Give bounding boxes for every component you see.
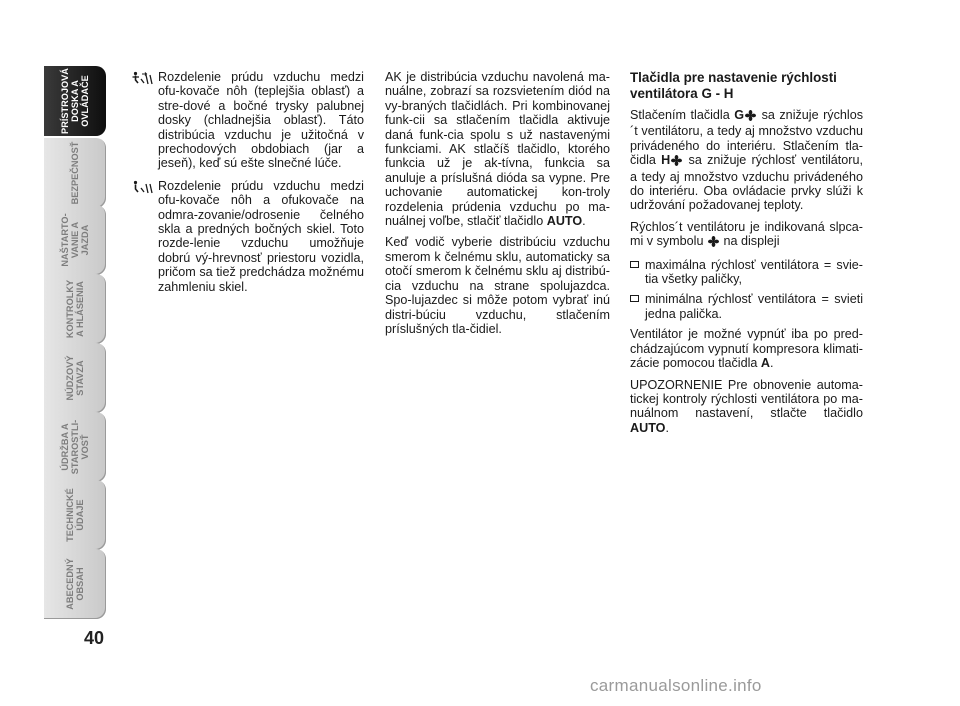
- paragraph-text: Rozdelenie prúdu vzduchu medzi ofu-kovače nôh a ofukovače na odmra-zovanie/odrosenie čelného skla a predných bočných skiel. Toto rozde-lenie vzduchu umožňuje dobrú vý-hrevnosť priestoru vozidla, pričom sa tiež predchádza možnému zahmleniu skiel.: [158, 178, 364, 294]
- tab-label: KONTROLKY A HLÁSENIA: [65, 279, 85, 339]
- bullet-min-speed: [630, 292, 863, 321]
- text: Stlačením tlačidla: [630, 108, 735, 122]
- tab-nastartovanie[interactable]: [44, 205, 106, 275]
- text: UPOZORNENIE Pre obnovenie automa-tickej kontroly rýchlosti ventilátora po ma-nuálnom nastavení, stlačte tlačidlo: [630, 377, 863, 421]
- text: na displeji: [719, 234, 780, 249]
- tab-nudzovy-stav[interactable]: [44, 343, 106, 413]
- checkbox-bullet-icon: [630, 295, 639, 302]
- watermark: carmanualsonline.info: [590, 676, 762, 695]
- text: sa znižuje rýchlos´t ventilátoru, a tedy aj množstvo vzduchu privádeného do interiéru. Stlačením tla-čidla: [630, 108, 864, 168]
- text: .: [770, 356, 774, 371]
- column-1: [132, 70, 364, 302]
- button-h-ref: H: [661, 153, 671, 168]
- airflow-feet-dashboard-icon: [132, 70, 158, 88]
- fan-off-paragraph: [630, 327, 863, 370]
- tab-udrzba[interactable]: [44, 412, 106, 482]
- fan-icon: [708, 236, 719, 250]
- tab-label: ABECEDNÝ OBSAH: [65, 558, 85, 610]
- tab-label: NAŠTARTO- VANIE A JAZDA: [60, 213, 90, 267]
- text: Rýchlos´t ventilátoru je indikovaná slpca-mi v symbolu: [630, 219, 863, 249]
- text: sa znižuje rýchlosť ventilátoru, a tedy aj množstvo vzduchu privádeného do interiéru. Oba ovládacie prvky slúži k udržování požadovanej teploty.: [630, 153, 863, 213]
- tab-bezpecnost[interactable]: [44, 138, 106, 208]
- page-number: 40: [84, 628, 105, 648]
- column-3: [630, 70, 863, 442]
- fan-icon: [671, 155, 682, 169]
- tab-label: ÚDRŽBA A STAROSTLI- VOSŤ: [60, 419, 90, 475]
- tab-label: PRÍSTROJOVÁ DOSKA A OVLÁDAČE: [60, 68, 90, 134]
- tab-label: BEZPEČNOSŤ: [70, 141, 80, 205]
- text: .: [582, 214, 586, 229]
- bullet-text: minimálna rýchlosť ventilátora = svieti jedna palička.: [645, 292, 863, 321]
- checkbox-bullet-icon: [630, 261, 639, 268]
- button-a-ref: A: [760, 356, 771, 371]
- auto-button-ref: AUTO: [546, 214, 583, 229]
- tab-label: NÚDZOVÝ STAVZA: [65, 355, 85, 401]
- column-2: [385, 70, 610, 343]
- tab-technicke-udaje[interactable]: [44, 480, 106, 550]
- fan-icon: [745, 110, 756, 124]
- tab-pristrojova-doska[interactable]: [44, 66, 106, 136]
- section-heading: Tlačidla pre nastavenie rýchlosti ventilátora G - H: [630, 70, 837, 101]
- auto-button-ref: AUTO: [630, 420, 666, 435]
- manual-distribution-paragraph: [385, 70, 610, 228]
- text: AK je distribúcia vzduchu navolená ma-nuálne, zobrazí sa rozsvietením diód na vy-braných tlačidlách. Pri kombinovanej funk-cii sa stlačením tlačidla aktivuje daná funk-cia spolu s už nastavenými funkciami. AK stlačíš tlačidlo, ktorého funkcia už je ak-tívna, funkcia sa anuluje a príslušná dióda sa vypne. Pre uchovanie automatickej kon-troly rozdelenia prúdenia vzduchu po ma-nuálnej voľbe, stlačiť tlačidlo: [385, 70, 610, 229]
- airflow-feet-windshield-icon: [132, 179, 158, 197]
- windshield-distribution-paragraph: Keď vodič vyberie distribúciu vzduchu smerom k čelnému sklu, automaticky sa otočí smerom k čelnému sklu aj distribú-cia vzduchu na strane spolujazdca. Spo-lujazdec si môže potom vybrať inú distri-búciu vzduchu, stlačením príslušných tla-čidiel.: [385, 235, 610, 336]
- feet-dashboard-paragraph: [132, 70, 364, 171]
- bullet-text: maximálna rýchlosť ventilátora = svie-tia všetky paličky,: [645, 257, 863, 287]
- paragraph-text: Rozdelenie prúdu vzduchu medzi ofu-kovače nôh (teplejšia oblasť) a stre-dové a bočné trysky palubnej dosky (chladnejšia oblasť). Táto distribúcia vzduchu je užitočná v prechodových obdobiach (jar a jeseň), keď sú ešte slnečné lúče.: [158, 70, 364, 171]
- text: Ventilátor je možné vypnúť iba po pred-chádzajúcom vypnutí kompresora klimati-zácie pomocou tlačidla: [630, 327, 863, 371]
- feet-windshield-paragraph: [132, 179, 364, 294]
- text: .: [665, 420, 669, 435]
- bullet-max-speed: [630, 258, 863, 287]
- fan-buttons-paragraph: [630, 108, 863, 213]
- warning-paragraph: [630, 378, 863, 436]
- tab-label: TECHNICKÉ ÚDAJE: [65, 488, 85, 542]
- tab-kontrolky[interactable]: [44, 274, 106, 344]
- tab-abecedny-obsah[interactable]: [44, 549, 106, 619]
- fan-speed-indication-paragraph: [630, 220, 863, 251]
- button-g-ref: G: [734, 108, 745, 122]
